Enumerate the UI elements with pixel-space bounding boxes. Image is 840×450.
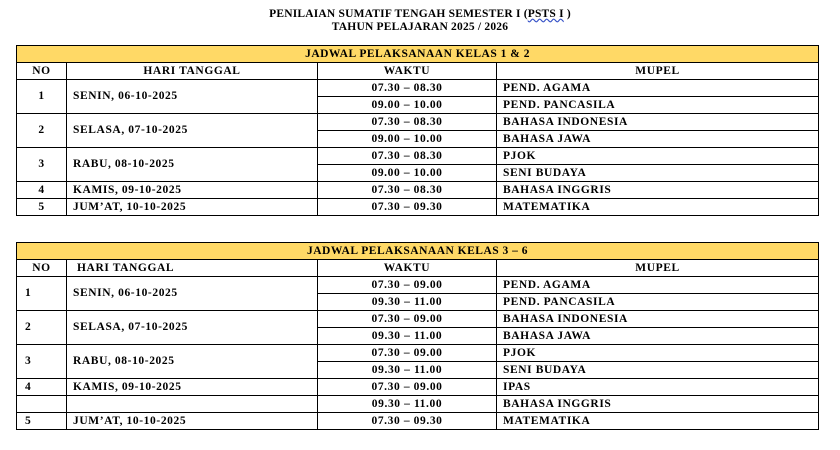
row-number: 5	[17, 199, 67, 216]
row-time: 09.30 – 11.00	[318, 328, 497, 345]
table-row	[17, 199, 819, 216]
row-time: 07.30 – 09.30	[318, 413, 497, 430]
table-row	[17, 182, 819, 199]
row-subject: BAHASA INDONESIA	[497, 114, 819, 131]
title-psts: PSTS I	[527, 8, 564, 20]
column-header-no: NO	[17, 63, 67, 80]
row-day-date: RABU, 08-10-2025	[67, 345, 318, 379]
column-header-row	[17, 63, 819, 80]
row-time: 09.00 – 10.00	[318, 131, 497, 148]
schedule-table-class-1-2	[16, 45, 819, 216]
row-day-date: SELASA, 07-10-2025	[67, 311, 318, 345]
column-header-date: HARI TANGGAL	[67, 260, 318, 277]
title-prefix: PENILAIAN SUMATIF TENGAH SEMESTER I (	[269, 8, 528, 20]
row-subject: BAHASA INGGRIS	[497, 182, 819, 199]
row-subject: PJOK	[497, 345, 819, 362]
row-day-date: KAMIS, 09-10-2025	[67, 379, 318, 396]
row-subject: BAHASA JAWA	[497, 131, 819, 148]
table-row	[17, 80, 819, 97]
column-header-time: WAKTU	[318, 260, 497, 277]
table-row	[17, 413, 819, 430]
row-time: 09.30 – 11.00	[318, 362, 497, 379]
row-day-date: KAMIS, 09-10-2025	[67, 182, 318, 199]
column-header-subject: MUPEL	[497, 260, 819, 277]
row-time: 07.30 – 08.30	[318, 148, 497, 165]
table-body	[17, 46, 819, 216]
column-header-date: HARI TANGGAL	[67, 63, 318, 80]
column-header-row	[17, 260, 819, 277]
table-title: JADWAL PELAKSANAAN KELAS 3 – 6	[17, 243, 819, 260]
table-row	[17, 148, 819, 165]
row-day-date: SELASA, 07-10-2025	[67, 114, 318, 148]
row-number: 4	[17, 182, 67, 199]
row-time: 09.00 – 10.00	[318, 97, 497, 114]
row-time: 09.00 – 10.00	[318, 165, 497, 182]
column-header-subject: MUPEL	[497, 63, 819, 80]
table-title: JADWAL PELAKSANAAN KELAS 1 & 2	[17, 46, 819, 63]
table-title-row	[17, 243, 819, 260]
table-row	[17, 379, 819, 396]
row-number: 5	[17, 413, 67, 430]
row-subject: BAHASA INDONESIA	[497, 311, 819, 328]
row-day-date: SENIN, 06-10-2025	[67, 80, 318, 114]
row-subject: PEND. AGAMA	[497, 80, 819, 97]
row-time: 09.30 – 11.00	[318, 396, 497, 413]
row-time: 07.30 – 08.30	[318, 182, 497, 199]
page-subtitle: TAHUN PELAJARAN 2025 / 2026	[331, 21, 509, 33]
row-time: 07.30 – 09.00	[318, 379, 497, 396]
column-header-time: WAKTU	[318, 63, 497, 80]
row-number: 1	[17, 277, 67, 311]
table-row	[17, 311, 819, 328]
row-number: 3	[17, 148, 67, 182]
row-subject: MATEMATIKA	[497, 413, 819, 430]
row-time: 09.30 – 11.00	[318, 294, 497, 311]
row-subject: SENI BUDAYA	[497, 362, 819, 379]
row-time: 07.30 – 09.00	[318, 277, 497, 294]
row-day-date: RABU, 08-10-2025	[67, 148, 318, 182]
row-subject: PJOK	[497, 148, 819, 165]
row-subject: BAHASA INGGRIS	[497, 396, 819, 413]
row-time: 07.30 – 09.30	[318, 199, 497, 216]
row-number: 2	[17, 311, 67, 345]
table-row	[17, 396, 819, 413]
row-number: 4	[17, 379, 67, 396]
row-day-date: JUM’AT, 10-10-2025	[67, 413, 318, 430]
row-number: 1	[17, 80, 67, 114]
row-day-date	[67, 396, 318, 413]
row-subject: PEND. AGAMA	[497, 277, 819, 294]
table-row	[17, 114, 819, 131]
row-time: 07.30 – 08.30	[318, 114, 497, 131]
table-body	[17, 243, 819, 430]
row-time: 07.30 – 08.30	[318, 80, 497, 97]
row-subject: MATEMATIKA	[497, 199, 819, 216]
table-title-row	[17, 46, 819, 63]
column-header-no: NO	[17, 260, 67, 277]
row-time: 07.30 – 09.00	[318, 345, 497, 362]
row-number	[17, 396, 67, 413]
row-subject: SENI BUDAYA	[497, 165, 819, 182]
table-row	[17, 277, 819, 294]
table-row	[17, 345, 819, 362]
row-subject: PEND. PANCASILA	[497, 294, 819, 311]
row-number: 2	[17, 114, 67, 148]
schedule-table-class-3-6	[16, 242, 819, 430]
row-day-date: SENIN, 06-10-2025	[67, 277, 318, 311]
row-time: 07.30 – 09.00	[318, 311, 497, 328]
row-day-date: JUM’AT, 10-10-2025	[67, 199, 318, 216]
title-suffix: )	[563, 8, 571, 20]
row-number: 3	[17, 345, 67, 379]
row-subject: IPAS	[497, 379, 819, 396]
row-subject: BAHASA JAWA	[497, 328, 819, 345]
page-title	[0, 8, 840, 20]
row-subject: PEND. PANCASILA	[497, 97, 819, 114]
